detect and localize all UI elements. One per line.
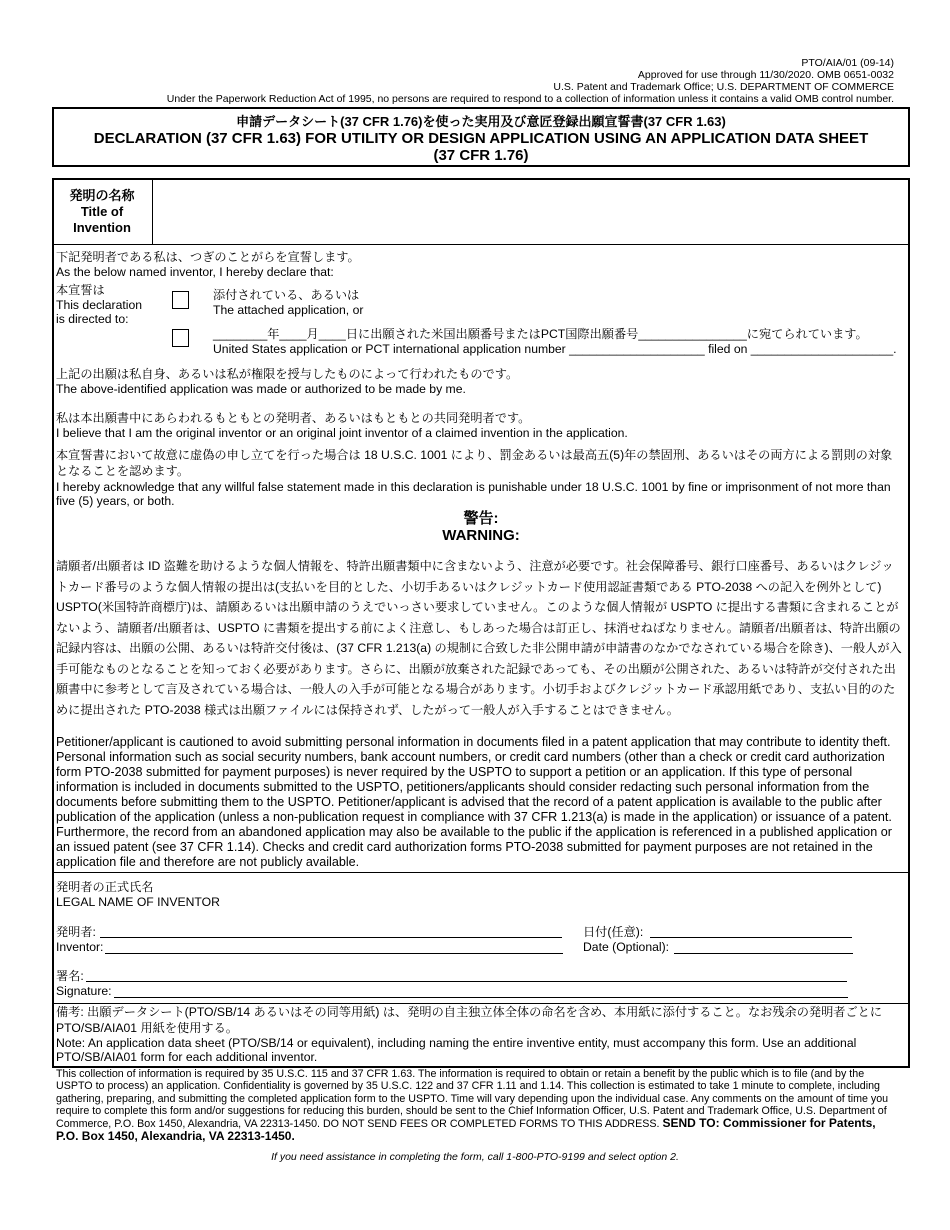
- warning-heading-en: WARNING:: [442, 527, 520, 544]
- statement2-en: I believe that I am the original inventor or an original joint inventor of a claimed invention in the application.: [56, 426, 628, 440]
- directed-jp: 本宣誓は: [56, 283, 105, 297]
- toi-label-en1: Title of: [80, 204, 124, 219]
- inventor-name-line-2[interactable]: [105, 953, 563, 954]
- declare-jp: 下記発明者である私は、つぎのことがらを宣誓します。: [56, 250, 360, 264]
- directed-en-1: This declaration: [56, 298, 143, 312]
- inventor-label-jp: 発明者:: [56, 925, 96, 939]
- omb-approval: Approved for use through 11/30/2020. OMB 0651-0032: [637, 69, 894, 81]
- option2-en: United States application or PCT international application number ____________________ filed on _____________________.: [213, 342, 897, 356]
- title-of-invention-label: [52, 178, 153, 244]
- signature-line-2[interactable]: [114, 997, 848, 998]
- title-of-invention-field[interactable]: [155, 180, 905, 244]
- date-line[interactable]: [650, 937, 852, 938]
- warning-body-jp: 請願者/出願者は ID 盗難を助けるような個人情報を、特許出願書類中に含まないよう、注意が必要です。社会保障番号、銀行口座番号、あるいはクレジットカード番号のような個人情報の提出は(支払いを目的とした、小切手あるいはクレジットカード使用認証書類である PTO-2038 への記入を例外として) USPTO(米国特許商標庁)は、請願あるいは出願申請のうえでいっさい要求していません。このような個人情報が USPTO に提出する書類に含まれることがないよう、請願者/出願者は、USPTO に書類を提出する前によく注意し、もしあった場合は訂正し、抹消せねばなりません。請願者/出願者は、特許出願の記録内容は、出願の公開、あるいは特許交付後は、(37 CFR 1.213(a) の規制に合致した非公開申請が申請書のなかでなされている場合を除き)、一般人が入手可能なものとなることを知っておく必要があります。さらに、出願が放棄された記録であっても、その出願が公開された、あるいは特許が交付された出願書中に参考として言及されている場合は、一般人の入手が可能となる場合があります。小切手およびクレジットカード承認用紙であり、支払い目的のために提出された PTO-2038 様式は出願ファイルには保持されず、したがって一般人が入手することはできません。: [56, 559, 902, 717]
- prior-application-checkbox[interactable]: [172, 329, 189, 347]
- burden-statement: [56, 1068, 901, 1144]
- signature-line[interactable]: [86, 981, 847, 982]
- burden-text: This collection of information is required by 35 U.S.C. 115 and 37 CFR 1.63. The information is required to obtain or retain a benefit by the public which is to file (and by the USPTO to process) an application. Confidentiality is governed by 35 U.S.C. 122 and 37 CFR 1.11 and 1.14. This collection is estimated to take 1 minute to complete, including gathering, preparing, and submitting the completed application form to the USPTO. Time will vary depending upon the individual case. Any comments on the amount of time you require to complete this form and/or suggestions for reducing this burden, should be sent to the Chief Information Officer, U.S. Patent and Trademark Office, U.S. Department of Commerce, P.O. Box 1450, Alexandria, VA 22313-1450. DO NOT SEND FEES OR COMPLETED FORMS TO THIS ADDRESS.: [56, 1068, 889, 1131]
- form-title-en: DECLARATION (37 CFR 1.63) FOR UTILITY OR DESIGN APPLICATION USING AN APPLICATION DATA SHEET: [93, 130, 869, 147]
- divider: [52, 872, 910, 873]
- divider: [52, 244, 910, 245]
- warning-body-en: Petitioner/applicant is cautioned to avoid submitting personal information in documents filed in a patent application that may contribute to identity theft. Personal information such as social security numbers, bank account numbers, or credit card numbers (other than a check or credit card authorization form PTO-2038 submitted for payment purposes) is never required by the USPTO to support a petition or an application. If this type of personal information is included in documents submitted to the USPTO, petitioners/applicants should consider redacting such personal information from the documents before submitting them to the USPTO. Petitioner/applicant is advised that the record of a patent application is available to the public after publication of the application (unless a non-publication request in compliance with 37 CFR 1.213(a) is made in the application) or issuance of a patent. Furthermore, the record from an abandoned application may also be available to the public if the application is referenced in a published application or an issued patent (see 37 CFR 1.14). Checks and credit card authorization forms PTO-2038 submitted for payment purposes are not retained in the application file and therefore are not publicly available.: [56, 735, 892, 869]
- toi-label-en2: Invention: [73, 220, 131, 235]
- date-label-en: Date (Optional):: [583, 940, 670, 954]
- signature-label-en: Signature:: [56, 984, 112, 998]
- form-title-en-2: (37 CFR 1.76): [433, 147, 529, 164]
- option1-jp: 添付されている、あるいは: [213, 288, 360, 302]
- agency-line: U.S. Patent and Trademark Office; U.S. DEPARTMENT OF COMMERCE: [553, 81, 894, 93]
- form-id: PTO/AIA/01 (09-14): [801, 57, 894, 69]
- legal-name-jp: 発明者の正式氏名: [56, 880, 154, 894]
- directed-en-2: is directed to:: [56, 312, 129, 326]
- signature-label-jp: 署名:: [56, 969, 84, 983]
- statement2-jp: 私は本出願書中にあらわれるもともとの発明者、あるいはもともとの共同発明者です。: [56, 411, 531, 425]
- legal-name-en: LEGAL NAME OF INVENTOR: [56, 895, 220, 909]
- paperwork-notice: Under the Paperwork Reduction Act of 1995, no persons are required to respond to a collection of information unless it contains a valid OMB control number.: [166, 93, 894, 105]
- warning-heading-jp: 警告:: [463, 510, 499, 527]
- assistance-note: If you need assistance in completing the form, call 1-800-PTO-9199 and select option 2.: [271, 1151, 679, 1163]
- inventor-name-line[interactable]: [100, 937, 562, 938]
- form-title-box: [52, 107, 910, 167]
- note-jp: 備考: 出願データシート(PTO/SB/14 あるいはその同等用紙) は、発明の自主独立体全体の命名を含め、本用紙に添付すること。なお残余の発明者ごとに PTO/SB/AIA01 用紙を使用する。: [56, 1005, 883, 1035]
- statement3-jp: 本宣誓書において故意に虚偽の申し立てを行った場合は 18 U.S.C. 1001 により、罰金あるいは最高五(5)年の禁固刑、あるいはその両方による罰則の対象となることを認めます。: [56, 448, 893, 478]
- option1-en: The attached application, or: [213, 303, 364, 317]
- form-title-jp: 申請データシート(37 CFR 1.76)を使った実用及び意匠登録出願宣誓書(37 CFR 1.63): [236, 114, 726, 129]
- option2-jp: ________年____月____日に出願された米国出願番号またはPCT国際出願番号________________に宛てられています。: [213, 327, 868, 341]
- inventor-label-en: Inventor:: [56, 940, 104, 954]
- note-en: Note: An application data sheet (PTO/SB/14 or equivalent), including naming the entire inventive entity, must accompany this form. Use an additional PTO/SB/AIA01 form for each additional inventor.: [56, 1036, 857, 1064]
- statement1-en: The above-identified application was made or authorized to be made by me.: [56, 382, 466, 396]
- declare-en: As the below named inventor, I hereby declare that:: [56, 265, 334, 279]
- toi-label-jp: 発明の名称: [69, 188, 135, 203]
- statement1-jp: 上記の出願は私自身、あるいは私が権限を授与したものによって行われたものです。: [56, 367, 519, 381]
- attached-application-checkbox[interactable]: [172, 291, 189, 309]
- statement3-en: I hereby acknowledge that any willful false statement made in this declaration is punishable under 18 U.S.C. 1001 by fine or imprisonment of not more than five (5) years, or both.: [56, 480, 891, 508]
- send-to-address: SEND TO: Commissioner for Patents, P.O. Box 1450, Alexandria, VA 22313-1450.: [56, 1116, 876, 1144]
- date-line-2[interactable]: [674, 953, 853, 954]
- date-label-jp: 日付(任意):: [583, 925, 644, 939]
